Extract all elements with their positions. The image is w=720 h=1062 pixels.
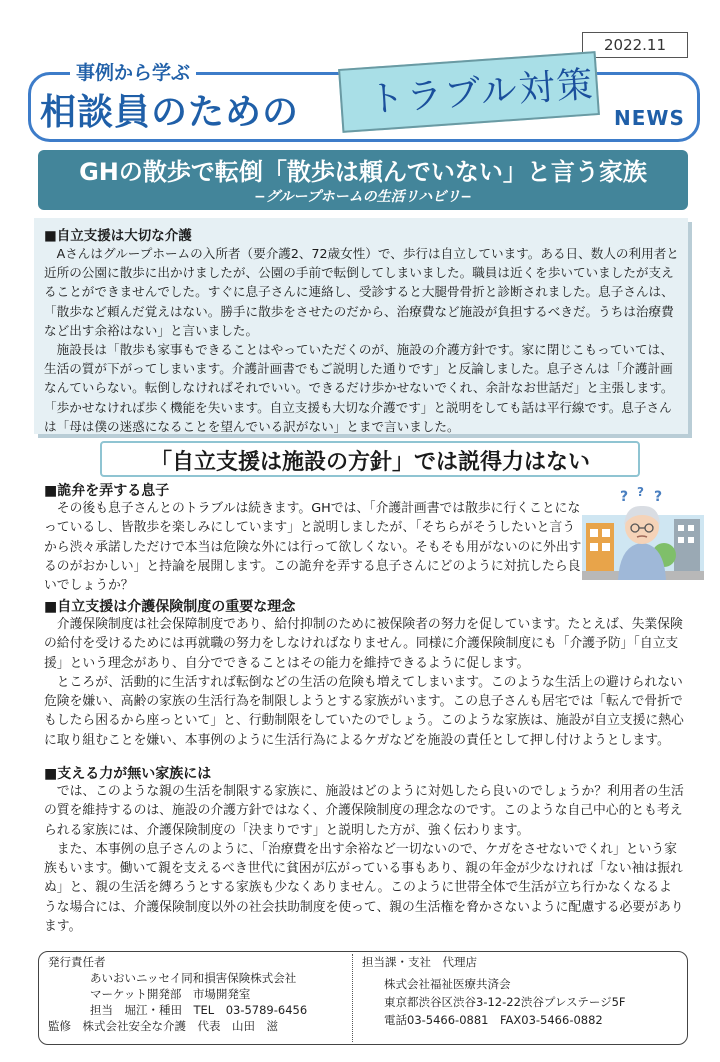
section-heading: ■支える力が無い家族には (44, 766, 212, 782)
confused-elderly-woman-illustration (582, 485, 704, 580)
trouble-title: トラブル対策 (367, 64, 596, 121)
publisher-company: あいおいニッセイ同和損害保険株式会社 (90, 971, 297, 985)
agency-address: 東京都渋谷区渋谷3-12-22渋谷プレステージ5F (384, 995, 626, 1009)
section-paragraph: その後も息子さんとのトラブルは続きます。GHでは、「介護計画書では散歩に行くことになっているし、皆散歩を楽しみにしています」と説明しましたが、「そちらがそうしたいと言うから渋々承諾しただけで本当は危険な外には行って欲しくない。そもそも用がないのに外出するのがおかしい」と持論を展開します。この詭弁を弄する息子さんにどのように対抗したら良いでしょうか？ (44, 501, 582, 594)
case-paragraph: Aさんはグループホームの入所者（要介護2、72歳女性）で、歩行は自立しています。ある日、数人の利用者と近所の公園に散歩に出かけましたが、公園の手前で転倒してしまいました。職員は近くを歩いていましたが支えることができませんでした。すぐに息子さんに連絡し、受診すると大腿骨骨折と診断されました。息子さんは、「散歩など頼んだ覚えはない。勝手に散歩をさせたのだから、治療費など施設が負担するべきだ。うちは治療費など出す余裕はない」と言いました。 (44, 246, 679, 338)
agency-company: 株式会社福祉医療共済会 (384, 977, 511, 991)
section-paragraph: また、本事例の息子さんのように、「治療費を出す余裕など一切ないので、ケガをさせないでくれ」という家族もいます。働いて親を支えるべき世代に貧困が広がっている事もあり、親の年金が少なければ「ない袖は振れぬ」と、親の生活を縛ろうとする家族も少なくありません。このように世帯全体で生活が立ち行かなくなるような場合には、介護保険制度以外の社会扶助制度を使って、親の生活権を脅かさないように配慮する必要があります。 (44, 841, 684, 935)
newsletter-subtitle: 事例から学ぶ (70, 58, 196, 85)
article-subtitle: −グループホームの生活リハビリ− (254, 189, 472, 205)
headline: 「自立支援は施設の方針」では説得力はない (149, 450, 590, 475)
footer-divider (352, 954, 353, 1042)
section-heading: ■詭弁を弄する息子 (44, 483, 170, 499)
agency-phone: 電話03-5466-0881 FAX03-5466-0882 (384, 1013, 603, 1027)
svg-text:?: ? (637, 485, 644, 499)
section-paragraph: では、このような親の生活を制限する家族に、施設はどのように対処したら良いのでしょうか？利用者の生活の質を維持するのは、施設の介護方針ではなく、介護保険制度の理念なのです。このような自己中心的とも考えられる家族には、介護保険制度の「決まりです」と説明した方が、強く伝わります。 (44, 784, 684, 838)
case-paragraph: 施設長は「散歩も家事もできることはやっていただくのが、施設の介護方針です。家に閉じこもっていては、生活の質が下がってしまいます。介護計画書でもご説明した通りです」と反論しました。息子さんは「介護計画なんていらない。転倒しなければそれでいい。できるだけ歩かせないでくれ、余計なお世話だ」と主張します。「歩かせなければ歩く機能を失います。自立支援も大切な介護です」と説明をしても話は平行線です。息子さんは「母は僕の迷惑になることを望んでいる訳がない」とまで言いました。 (44, 342, 674, 434)
case-heading: ■自立支援は大切な介護 (44, 228, 192, 244)
article-title: GHの散歩で転倒「散歩は頼んでいない」と言う家族 (79, 158, 647, 186)
publisher-dept: マーケット開発部 市場開発室 (90, 987, 251, 1001)
section-body (44, 499, 584, 595)
news-label: NEWS (614, 106, 685, 130)
case-body (44, 244, 680, 436)
publisher-contact: 担当 堀江・種田 TEL 03-5789-6456 (90, 1003, 308, 1017)
section-paragraph: ところが、活動的に生活すれば転倒などの生活の危険も増えてしまいます。このような生活上の避けられない危険を嫌い、高齢の家族の生活行為を制限しようとする家族がいます。この息子さんも居宅では「転んで骨折でもしたら困るから座っといて」と、行動制限をしていたのでしょう。このような家族は、施設が自立支援に熱心に取り組むことを嫌い、本事例のように生活行為によるケガなどを施設の責任として押し付けようとします。 (44, 674, 684, 748)
publisher-label: 発行責任者 (48, 955, 106, 969)
section-heading: ■自立支援は介護保険制度の重要な理念 (44, 599, 296, 615)
issue-date: 2022.11 (582, 32, 688, 58)
svg-text:?: ? (654, 489, 663, 505)
svg-text:?: ? (620, 489, 629, 505)
agency-label: 担当課・支社 代理店 (362, 955, 477, 969)
section-body (44, 782, 684, 936)
section-paragraph: 介護保険制度は社会保障制度であり、給付抑制のために被保険者の努力を促しています。たとえば、失業保険の給付を受けるためには再就職の努力をしなければなりません。同様に介護保険制度にも「介護予防」「自立支援」という理念があり、自分でできることはその能力を維持できるように促します。 (44, 617, 683, 671)
supervisor: 監修 株式会社安全な介護 代表 山田 滋 (48, 1019, 278, 1033)
newsletter-title: 相談員のための (40, 92, 300, 133)
section-body (44, 615, 684, 750)
